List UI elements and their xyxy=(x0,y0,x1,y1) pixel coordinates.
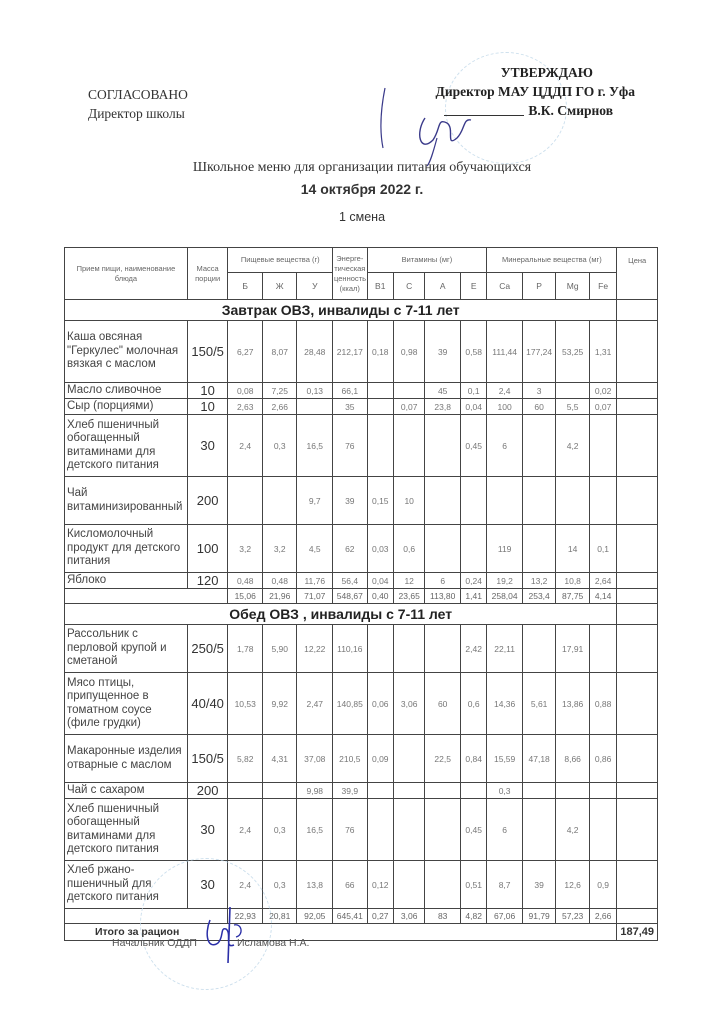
value-zh: 0,3 xyxy=(262,415,297,477)
value-a: 6 xyxy=(425,573,461,589)
dish-row xyxy=(65,321,658,383)
value-zh: 0,48 xyxy=(262,573,297,589)
value-energy: 66,1 xyxy=(333,383,368,399)
value-energy: 35 xyxy=(333,399,368,415)
signature-line xyxy=(444,101,524,116)
dish-name: Хлеб пшеничный обогащенный витаминами для детского питания xyxy=(65,799,188,861)
value-fe xyxy=(589,783,616,799)
total-zh: 21,96 xyxy=(262,589,297,604)
dish-row xyxy=(65,415,658,477)
total-c: 3,06 xyxy=(393,909,424,924)
total-e: 4,82 xyxy=(460,909,486,924)
value-energy: 39,9 xyxy=(333,783,368,799)
value-a xyxy=(425,477,461,525)
value-e: 0,84 xyxy=(460,735,486,783)
value-fe: 0,86 xyxy=(589,735,616,783)
total-ca: 67,06 xyxy=(487,909,523,924)
total-fe: 2,66 xyxy=(589,909,616,924)
value-b xyxy=(228,477,263,525)
value-b xyxy=(228,783,263,799)
value-ca: 111,44 xyxy=(487,321,523,383)
agreed-block xyxy=(88,85,188,123)
value-b: 3,2 xyxy=(228,525,263,573)
value-zh: 3,2 xyxy=(262,525,297,573)
value-b1: 0,09 xyxy=(367,735,393,783)
value-e: 0,45 xyxy=(460,799,486,861)
value-zh: 7,25 xyxy=(262,383,297,399)
value-ca: 119 xyxy=(487,525,523,573)
dish-mass: 100 xyxy=(187,525,228,573)
total-energy: 548,67 xyxy=(333,589,368,604)
value-p: 13,2 xyxy=(522,573,556,589)
value-fe xyxy=(589,625,616,673)
subheader-fe: Fe xyxy=(589,273,616,300)
value-u: 9,7 xyxy=(297,477,333,525)
value-b1: 0,04 xyxy=(367,573,393,589)
value-u: 12,22 xyxy=(297,625,333,673)
value-mg: 10,8 xyxy=(556,573,590,589)
grand-total-label: Итого за рацион xyxy=(65,924,617,941)
footer-name: Исламова Н.А. xyxy=(237,937,310,949)
value-a: 45 xyxy=(425,383,461,399)
total-u: 71,07 xyxy=(297,589,333,604)
total-fe: 4,14 xyxy=(589,589,616,604)
value-a xyxy=(425,861,461,909)
dish-price xyxy=(617,321,658,383)
total-b1: 0,27 xyxy=(367,909,393,924)
dish-price xyxy=(617,673,658,735)
value-ca: 2,4 xyxy=(487,383,523,399)
value-c: 12 xyxy=(393,573,424,589)
value-p: 39 xyxy=(522,861,556,909)
value-b: 6,27 xyxy=(228,321,263,383)
value-ca: 6 xyxy=(487,799,523,861)
header-meal: Прием пищи, наименование блюда xyxy=(65,248,188,300)
value-a xyxy=(425,625,461,673)
dish-price xyxy=(617,399,658,415)
value-c xyxy=(393,861,424,909)
value-e xyxy=(460,525,486,573)
value-p xyxy=(522,415,556,477)
value-ca: 22,11 xyxy=(487,625,523,673)
subheader-b1: B1 xyxy=(367,273,393,300)
value-u: 28,48 xyxy=(297,321,333,383)
value-c xyxy=(393,415,424,477)
value-mg xyxy=(556,477,590,525)
dish-row xyxy=(65,861,658,909)
value-e: 2,42 xyxy=(460,625,486,673)
value-p: 60 xyxy=(522,399,556,415)
dish-row xyxy=(65,477,658,525)
value-p xyxy=(522,799,556,861)
value-e xyxy=(460,783,486,799)
value-a: 22,5 xyxy=(425,735,461,783)
dish-price xyxy=(617,799,658,861)
value-p: 5,61 xyxy=(522,673,556,735)
dish-row xyxy=(65,625,658,673)
value-u: 11,76 xyxy=(297,573,333,589)
value-b: 2,4 xyxy=(228,861,263,909)
value-fe xyxy=(589,415,616,477)
total-price-cell xyxy=(617,589,658,604)
dish-mass: 200 xyxy=(187,783,228,799)
header-nutrients: Пищевые вещества (г) xyxy=(228,248,333,273)
dish-name: Масло сливочное xyxy=(65,383,188,399)
value-energy: 212,17 xyxy=(333,321,368,383)
dish-name: Рассольник с перловой крупой и сметаной xyxy=(65,625,188,673)
value-ca: 0,3 xyxy=(487,783,523,799)
dish-mass: 30 xyxy=(187,799,228,861)
value-zh: 5,90 xyxy=(262,625,297,673)
dish-price xyxy=(617,735,658,783)
value-c xyxy=(393,383,424,399)
value-mg: 13,86 xyxy=(556,673,590,735)
value-fe: 2,64 xyxy=(589,573,616,589)
value-fe: 1,31 xyxy=(589,321,616,383)
subheader-e: E xyxy=(460,273,486,300)
dish-row xyxy=(65,525,658,573)
value-ca: 100 xyxy=(487,399,523,415)
agreed-title: СОГЛАСОВАНО xyxy=(88,87,188,102)
section-total-row xyxy=(65,589,658,604)
value-p: 3 xyxy=(522,383,556,399)
dish-name: Яблоко xyxy=(65,573,188,589)
value-fe: 0,02 xyxy=(589,383,616,399)
value-energy: 39 xyxy=(333,477,368,525)
total-b: 22,93 xyxy=(228,909,263,924)
dish-row xyxy=(65,783,658,799)
approved-name: В.К. Смирнов xyxy=(528,103,613,118)
value-a xyxy=(425,525,461,573)
value-zh: 0,3 xyxy=(262,799,297,861)
total-u: 92,05 xyxy=(297,909,333,924)
value-b1: 0,06 xyxy=(367,673,393,735)
value-c: 0,6 xyxy=(393,525,424,573)
value-ca: 6 xyxy=(487,415,523,477)
dish-price xyxy=(617,861,658,909)
total-p: 253,4 xyxy=(522,589,556,604)
value-mg: 8,66 xyxy=(556,735,590,783)
value-fe: 0,9 xyxy=(589,861,616,909)
dish-name: Чай витаминизированный xyxy=(65,477,188,525)
dish-row xyxy=(65,735,658,783)
subheader-ca: Ca xyxy=(487,273,523,300)
dish-row xyxy=(65,799,658,861)
total-b: 15,06 xyxy=(228,589,263,604)
value-u: 4,5 xyxy=(297,525,333,573)
dish-mass: 120 xyxy=(187,573,228,589)
total-ca: 258,04 xyxy=(487,589,523,604)
dish-mass: 250/5 xyxy=(187,625,228,673)
value-energy: 76 xyxy=(333,415,368,477)
dish-row xyxy=(65,673,658,735)
value-energy: 56,4 xyxy=(333,573,368,589)
value-u: 0,13 xyxy=(297,383,333,399)
value-p: 177,24 xyxy=(522,321,556,383)
value-c: 0,07 xyxy=(393,399,424,415)
value-b: 0,48 xyxy=(228,573,263,589)
value-b1: 0,18 xyxy=(367,321,393,383)
approved-block xyxy=(395,63,635,120)
subheader-b: Б xyxy=(228,273,263,300)
value-b1 xyxy=(367,783,393,799)
value-a: 60 xyxy=(425,673,461,735)
value-u: 2,47 xyxy=(297,673,333,735)
approved-title: УТВЕРЖДАЮ xyxy=(500,65,593,80)
section-title: Завтрак ОВЗ, инвалиды с 7-11 лет xyxy=(65,300,617,321)
header-energy: Энерге-тическая ценность (ккал) xyxy=(333,248,368,300)
value-mg: 4,2 xyxy=(556,415,590,477)
value-c: 10 xyxy=(393,477,424,525)
value-b1 xyxy=(367,625,393,673)
value-fe xyxy=(589,477,616,525)
dish-price xyxy=(617,477,658,525)
section-header-row xyxy=(65,604,658,625)
header-vitamins: Витамины (мг) xyxy=(367,248,487,273)
dish-name: Хлеб ржано-пшеничный для детского питания xyxy=(65,861,188,909)
value-mg: 17,91 xyxy=(556,625,590,673)
value-u: 13,8 xyxy=(297,861,333,909)
dish-name: Хлеб пшеничный обогащенный витаминами для детского питания xyxy=(65,415,188,477)
value-e xyxy=(460,477,486,525)
dish-mass: 40/40 xyxy=(187,673,228,735)
value-a xyxy=(425,783,461,799)
value-b1: 0,03 xyxy=(367,525,393,573)
value-u: 9,98 xyxy=(297,783,333,799)
document-title: Школьное меню для организации питания обучающихся xyxy=(192,160,532,175)
approved-position: Директор МАУ ЦДДП ГО г. Уфа xyxy=(435,84,635,99)
value-a: 23,8 xyxy=(425,399,461,415)
dish-name: Каша овсяная "Геркулес" молочная вязкая с маслом xyxy=(65,321,188,383)
value-c: 0,98 xyxy=(393,321,424,383)
dish-mass: 150/5 xyxy=(187,735,228,783)
value-ca: 14,36 xyxy=(487,673,523,735)
value-a xyxy=(425,415,461,477)
value-ca: 8,7 xyxy=(487,861,523,909)
total-a: 83 xyxy=(425,909,461,924)
value-a xyxy=(425,799,461,861)
dish-name: Сыр (порциями) xyxy=(65,399,188,415)
total-mg: 87,75 xyxy=(556,589,590,604)
dish-price xyxy=(617,783,658,799)
value-energy: 76 xyxy=(333,799,368,861)
subheader-zh: Ж xyxy=(262,273,297,300)
value-c xyxy=(393,799,424,861)
value-b: 1,78 xyxy=(228,625,263,673)
value-b1 xyxy=(367,799,393,861)
value-energy: 62 xyxy=(333,525,368,573)
value-b: 2,4 xyxy=(228,415,263,477)
value-zh: 8,07 xyxy=(262,321,297,383)
total-c: 23,65 xyxy=(393,589,424,604)
value-c xyxy=(393,735,424,783)
value-u: 16,5 xyxy=(297,415,333,477)
value-u xyxy=(297,399,333,415)
value-ca: 15,59 xyxy=(487,735,523,783)
total-label-cell xyxy=(65,589,228,604)
value-b: 10,53 xyxy=(228,673,263,735)
value-p: 47,18 xyxy=(522,735,556,783)
footer-signature-block xyxy=(112,937,310,949)
total-a: 113,80 xyxy=(425,589,461,604)
value-mg: 4,2 xyxy=(556,799,590,861)
footer-position: Начальник ОДДП xyxy=(112,937,197,949)
header-mass: Масса порции xyxy=(187,248,228,300)
value-fe xyxy=(589,799,616,861)
value-b1 xyxy=(367,383,393,399)
value-e: 0,51 xyxy=(460,861,486,909)
value-b1: 0,15 xyxy=(367,477,393,525)
value-c xyxy=(393,783,424,799)
dish-price xyxy=(617,525,658,573)
value-energy: 110,16 xyxy=(333,625,368,673)
value-energy: 140,85 xyxy=(333,673,368,735)
grand-total-price: 187,49 xyxy=(617,924,658,941)
dish-name: Мясо птицы, припущенное в томатном соусе (филе грудки) xyxy=(65,673,188,735)
total-energy: 645,41 xyxy=(333,909,368,924)
dish-name: Чай с сахаром xyxy=(65,783,188,799)
section-title: Обед ОВЗ , инвалиды с 7-11 лет xyxy=(65,604,617,625)
value-c: 3,06 xyxy=(393,673,424,735)
section-header-row xyxy=(65,300,658,321)
value-fe: 0,1 xyxy=(589,525,616,573)
agreed-position: Директор школы xyxy=(88,106,185,121)
total-b1: 0,40 xyxy=(367,589,393,604)
shift-label: 1 смена xyxy=(338,210,386,224)
dish-mass: 10 xyxy=(187,383,228,399)
subheader-p: P xyxy=(522,273,556,300)
value-b1 xyxy=(367,399,393,415)
value-zh: 2,66 xyxy=(262,399,297,415)
value-energy: 66 xyxy=(333,861,368,909)
value-e: 0,58 xyxy=(460,321,486,383)
subheader-u: У xyxy=(297,273,333,300)
section-total-row xyxy=(65,909,658,924)
value-c xyxy=(393,625,424,673)
dish-mass: 30 xyxy=(187,415,228,477)
value-zh: 4,31 xyxy=(262,735,297,783)
value-mg xyxy=(556,383,590,399)
subheader-mg: Mg xyxy=(556,273,590,300)
value-zh xyxy=(262,783,297,799)
dish-mass: 150/5 xyxy=(187,321,228,383)
dish-price xyxy=(617,625,658,673)
value-fe: 0,88 xyxy=(589,673,616,735)
value-mg: 53,25 xyxy=(556,321,590,383)
total-label-cell xyxy=(65,909,228,924)
value-p xyxy=(522,525,556,573)
subheader-a: A xyxy=(425,273,461,300)
value-mg: 12,6 xyxy=(556,861,590,909)
dish-name: Макаронные изделия отварные с маслом xyxy=(65,735,188,783)
value-p xyxy=(522,477,556,525)
dish-row xyxy=(65,383,658,399)
value-u: 37,08 xyxy=(297,735,333,783)
value-b: 2,4 xyxy=(228,799,263,861)
document-date: 14 октября 2022 г. xyxy=(300,181,424,197)
total-p: 91,79 xyxy=(522,909,556,924)
dish-name: Кисломолочный продукт для детского питания xyxy=(65,525,188,573)
dish-row xyxy=(65,573,658,589)
total-e: 1,41 xyxy=(460,589,486,604)
total-mg: 57,23 xyxy=(556,909,590,924)
dish-mass: 200 xyxy=(187,477,228,525)
subheader-c: C xyxy=(393,273,424,300)
value-b: 0,08 xyxy=(228,383,263,399)
value-mg: 5,5 xyxy=(556,399,590,415)
header-minerals: Минеральные вещества (мг) xyxy=(487,248,617,273)
value-fe: 0,07 xyxy=(589,399,616,415)
value-e: 0,24 xyxy=(460,573,486,589)
value-e: 0,04 xyxy=(460,399,486,415)
value-ca xyxy=(487,477,523,525)
value-e: 0,6 xyxy=(460,673,486,735)
value-mg: 14 xyxy=(556,525,590,573)
value-zh xyxy=(262,477,297,525)
value-b1: 0,12 xyxy=(367,861,393,909)
value-u: 16,5 xyxy=(297,799,333,861)
dish-price xyxy=(617,383,658,399)
value-e: 0,1 xyxy=(460,383,486,399)
section-price-cell xyxy=(617,604,658,625)
dish-price xyxy=(617,415,658,477)
value-a: 39 xyxy=(425,321,461,383)
value-energy: 210,5 xyxy=(333,735,368,783)
dish-price xyxy=(617,573,658,589)
value-b1 xyxy=(367,415,393,477)
value-zh: 0,3 xyxy=(262,861,297,909)
dish-mass: 30 xyxy=(187,861,228,909)
value-e: 0,45 xyxy=(460,415,486,477)
dish-mass: 10 xyxy=(187,399,228,415)
value-p xyxy=(522,783,556,799)
value-mg xyxy=(556,783,590,799)
total-price-cell xyxy=(617,909,658,924)
dish-row xyxy=(65,399,658,415)
value-b: 5,82 xyxy=(228,735,263,783)
section-price-cell xyxy=(617,300,658,321)
menu-table xyxy=(64,247,658,941)
value-p xyxy=(522,625,556,673)
header-price: Цена xyxy=(617,248,658,300)
value-b: 2,63 xyxy=(228,399,263,415)
value-zh: 9,92 xyxy=(262,673,297,735)
total-zh: 20,81 xyxy=(262,909,297,924)
value-ca: 19,2 xyxy=(487,573,523,589)
